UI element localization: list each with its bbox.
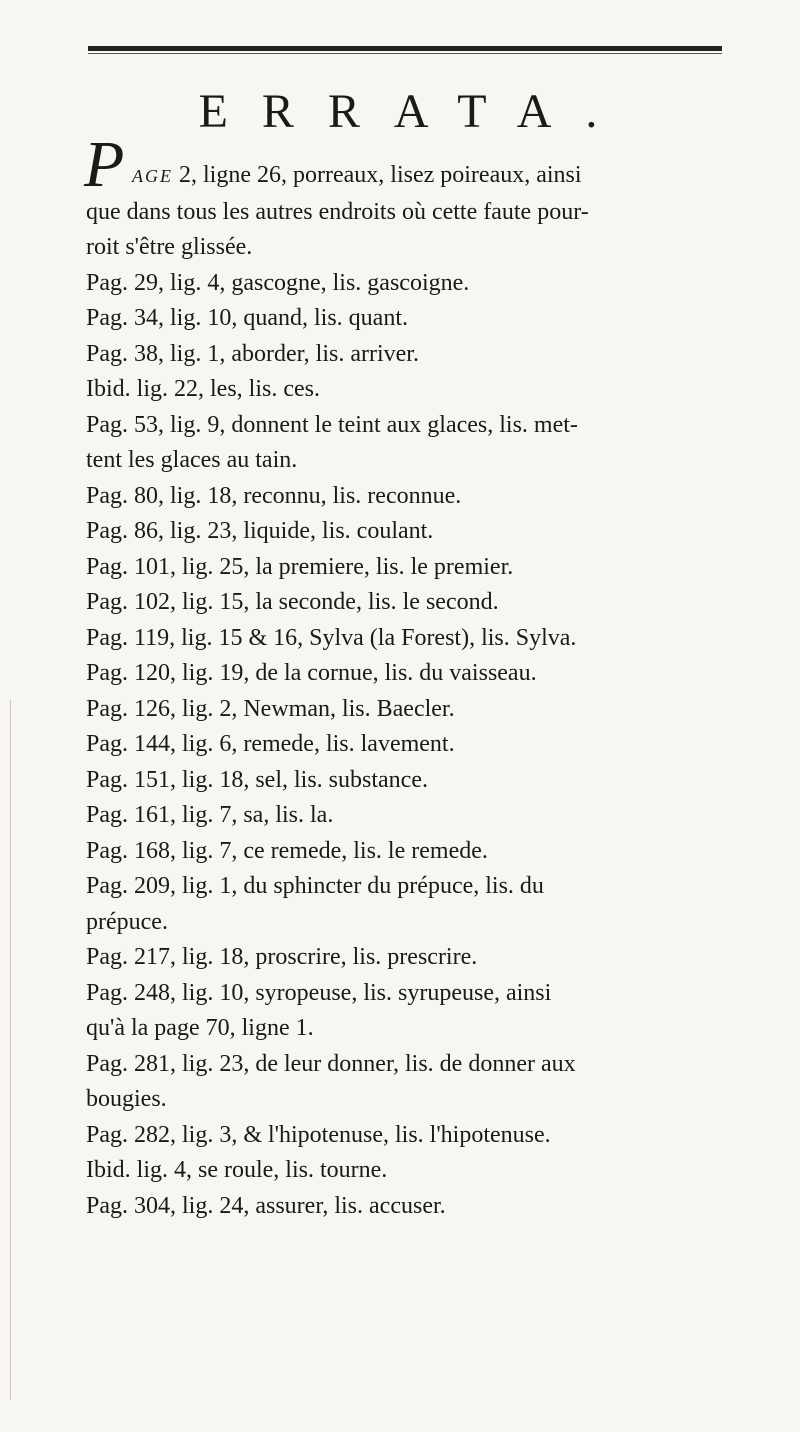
errata-entry: Pag. 29, lig. 4, gascogne, lis. gascoigne. xyxy=(86,269,470,296)
errata-text xyxy=(84,128,736,1224)
errata-entry: Pag. 304, lig. 24, assurer, lis. accuser. xyxy=(86,1192,446,1219)
errata-entries xyxy=(86,266,736,1225)
errata-entry: Pag. 217, lig. 18, proscrire, lis. prescrire. xyxy=(86,944,478,970)
errata-entry: Pag. 168, lig. 7, ce remede, lis. le remede. xyxy=(86,837,488,864)
errata-entry: Pag. 80, lig. 18, reconnu, lis. reconnue. xyxy=(86,482,462,509)
errata-entry: Pag. 281, lig. 23, de leur donner, lis. de donner aux xyxy=(86,1050,576,1077)
errata-entry: Pag. 126, lig. 2, Newman, lis. Baecler. xyxy=(86,695,455,722)
errata-entry: Pag. 144, lig. 6, remede, lis. lavement. xyxy=(86,731,455,757)
errata-entry: Pag. 101, lig. 25, la premiere, lis. le premier. xyxy=(86,553,514,580)
errata-entry: Pag. 209, lig. 1, du sphincter du prépuce, lis. du xyxy=(86,873,544,899)
intro-line-3: roit s'être glissée. xyxy=(86,234,253,260)
errata-entry-continuation: bougies. xyxy=(86,1086,167,1112)
errata-entry: Pag. 248, lig. 10, syropeuse, lis. syrupeuse, ainsi xyxy=(86,979,552,1006)
errata-entry-continuation: tent les glaces au tain. xyxy=(86,447,298,473)
intro-word: AGE xyxy=(132,166,173,186)
intro-line-1-text: 2, ligne 26, porreaux, lisez poireaux, ainsi xyxy=(173,162,582,188)
drop-cap: P xyxy=(84,128,125,201)
errata-entry: Pag. 38, lig. 1, aborder, lis. arriver. xyxy=(86,340,419,367)
header-rule-thin xyxy=(88,53,722,54)
errata-entry: Ibid. lig. 22, les, lis. ces. xyxy=(86,376,320,402)
errata-entry: Ibid. lig. 4, se roule, lis. tourne. xyxy=(86,1157,388,1183)
page-edge-line xyxy=(10,700,11,1400)
errata-entry: Pag. 282, lig. 3, & l'hipotenuse, lis. l'hipotenuse. xyxy=(86,1121,551,1148)
errata-entry: Pag. 86, lig. 23, liquide, lis. coulant. xyxy=(86,518,434,544)
errata-entry: Pag. 34, lig. 10, quand, lis. quant. xyxy=(86,305,408,331)
errata-entry-continuation: qu'à la page 70, ligne 1. xyxy=(86,1015,314,1041)
errata-entry: Pag. 53, lig. 9, donnent le teint aux glaces, lis. met- xyxy=(86,411,578,438)
errata-entry: Pag. 119, lig. 15 & 16, Sylva (la Forest), lis. Sylva. xyxy=(86,624,577,651)
intro-line-2: que dans tous les autres endroits où cette faute pour- xyxy=(86,198,589,225)
errata-entry: Pag. 161, lig. 7, sa, lis. la. xyxy=(86,802,334,828)
intro-line-1 xyxy=(84,128,736,201)
errata-entry: Pag. 120, lig. 19, de la cornue, lis. du vaisseau. xyxy=(86,660,537,686)
header-rule xyxy=(88,46,722,51)
errata-entry: Pag. 102, lig. 15, la seconde, lis. le second. xyxy=(86,589,499,615)
errata-entry-continuation: prépuce. xyxy=(86,908,168,935)
errata-entry: Pag. 151, lig. 18, sel, lis. substance. xyxy=(86,766,428,793)
page-title: ERRATA. xyxy=(198,85,632,138)
